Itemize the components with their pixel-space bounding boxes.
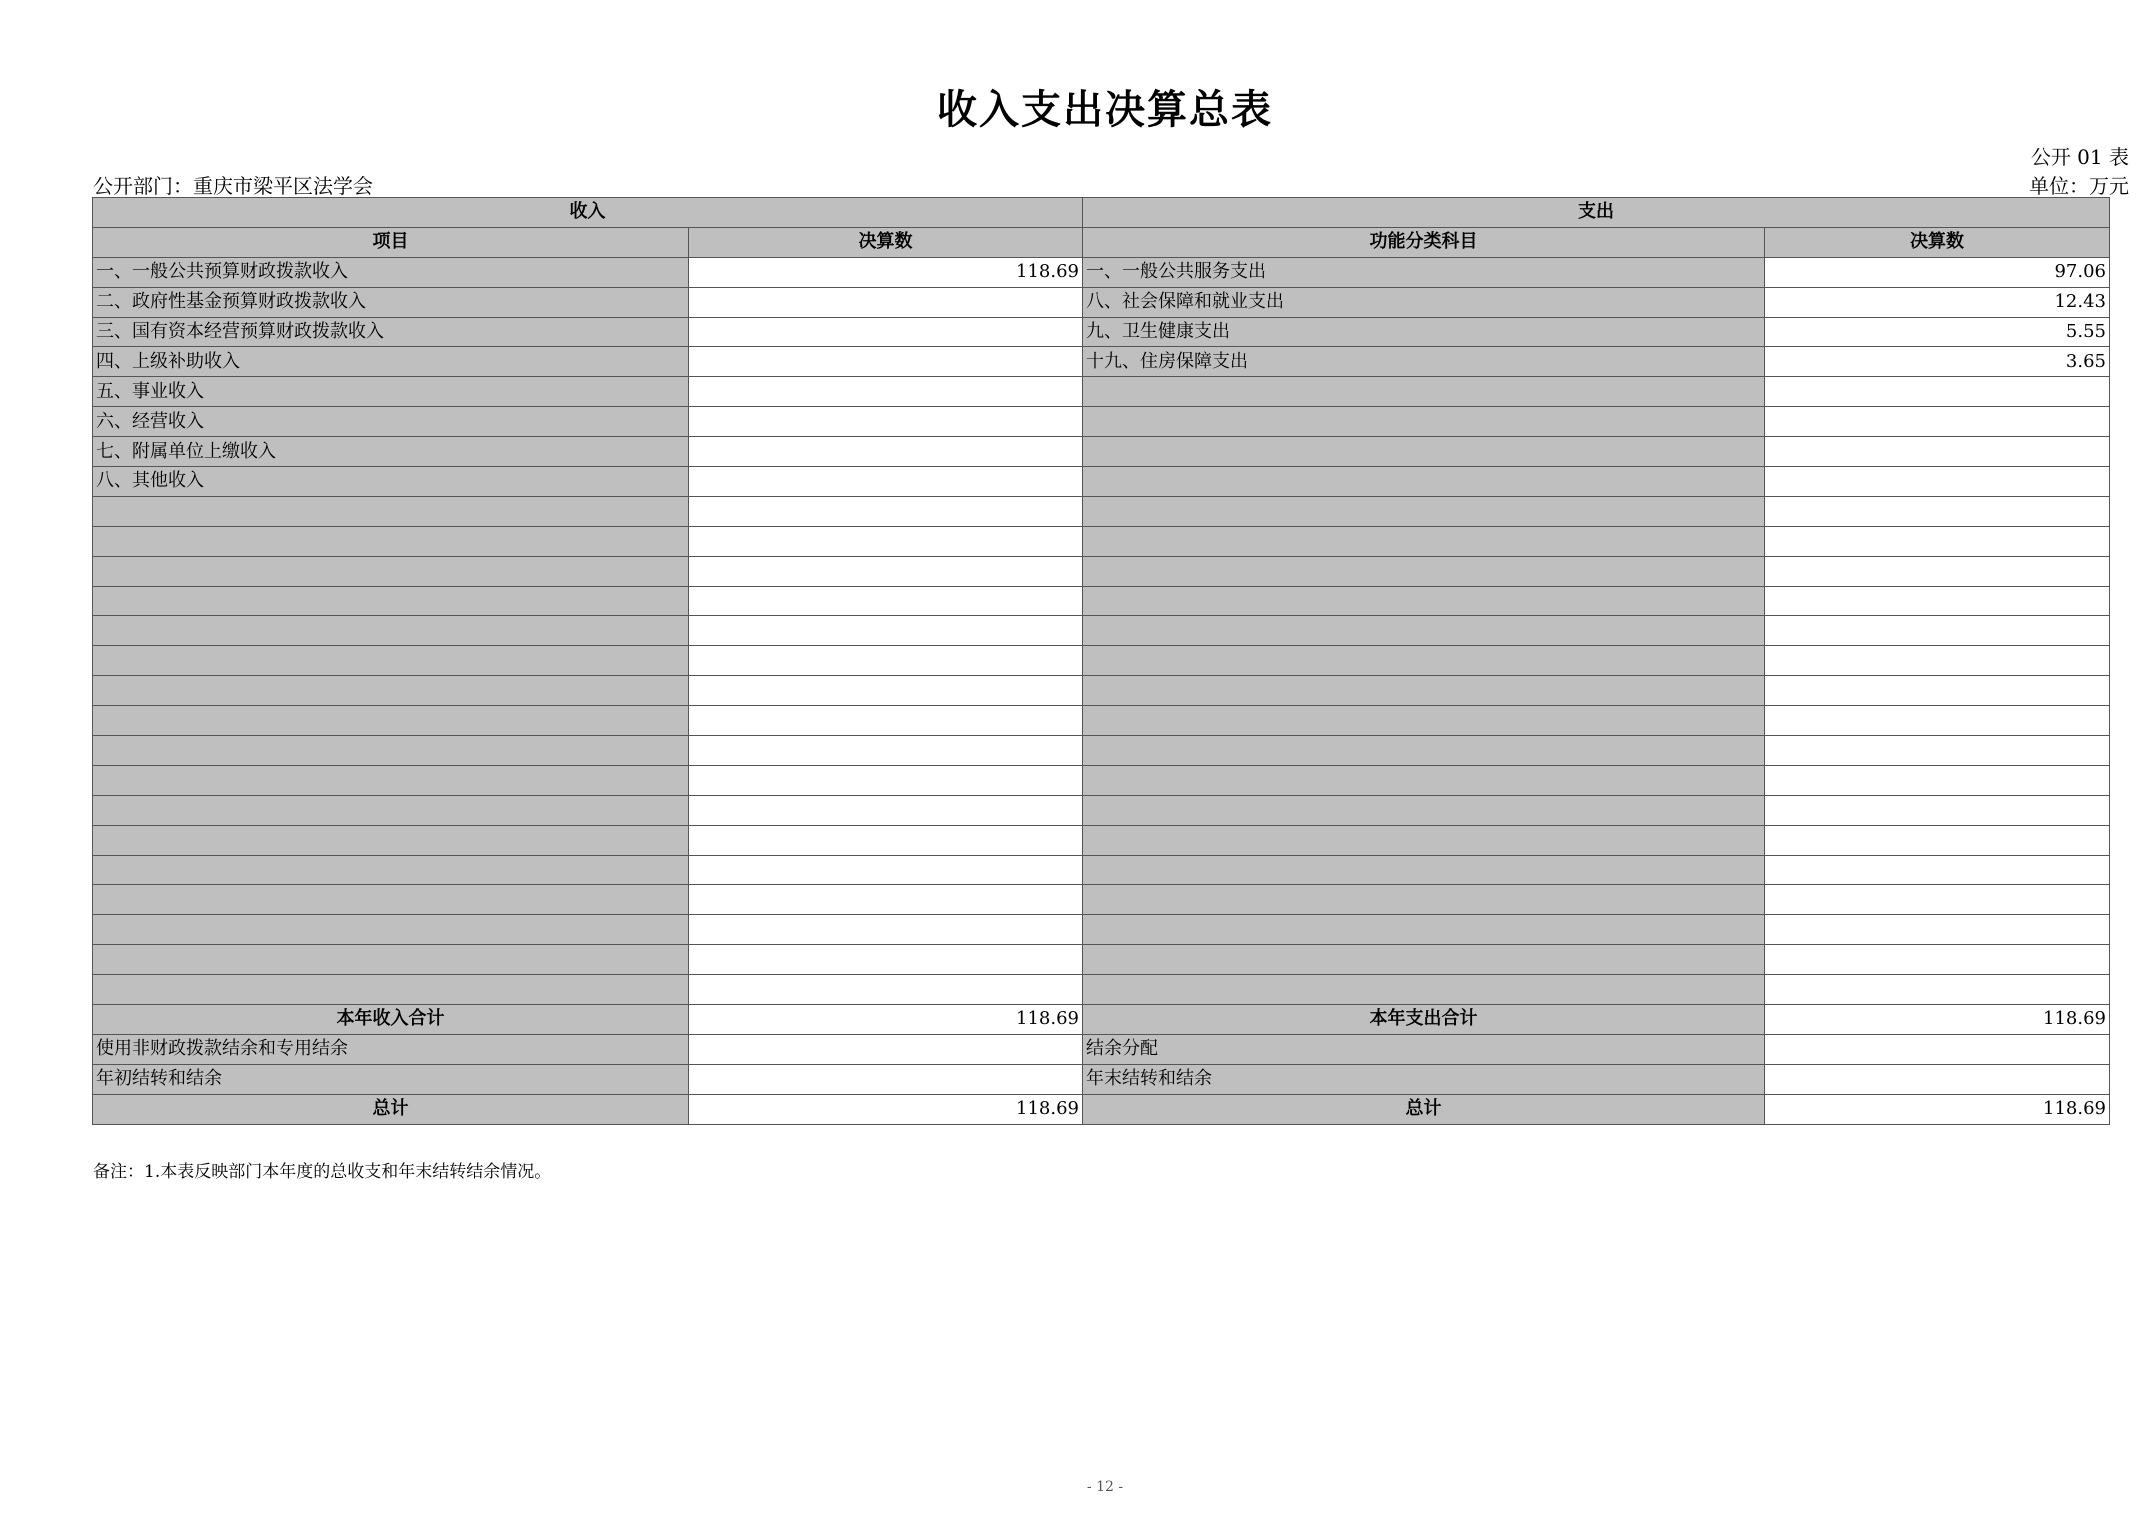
expenditure-item-cell	[1083, 377, 1765, 407]
expenditure-amount-cell	[1765, 825, 2110, 855]
year-income-value: 118.69	[689, 1005, 1083, 1035]
expenditure-item-cell	[1083, 407, 1765, 437]
expenditure-item-cell	[1083, 526, 1765, 556]
expenditure-amount-cell: 97.06	[1765, 257, 2110, 287]
income-amount-cell	[689, 915, 1083, 945]
expenditure-amount-cell	[1765, 676, 2110, 706]
table-row	[93, 437, 2110, 467]
expenditure-amount-cell	[1765, 556, 2110, 586]
expenditure-amount-cell	[1765, 437, 2110, 467]
income-amount-cell	[689, 855, 1083, 885]
income-item-cell	[93, 855, 689, 885]
expenditure-item-cell	[1083, 496, 1765, 526]
expenditure-item-cell	[1083, 556, 1765, 586]
income-amount-cell	[689, 496, 1083, 526]
expenditure-amount-cell	[1765, 945, 2110, 975]
expenditure-item-cell	[1083, 616, 1765, 646]
expenditure-item-cell	[1083, 945, 1765, 975]
begin-balance-label: 年初结转和结余	[93, 1064, 689, 1094]
income-amount-cell	[689, 825, 1083, 855]
income-amount-cell	[689, 706, 1083, 736]
table-row	[93, 975, 2110, 1005]
expenditure-amount-cell	[1765, 915, 2110, 945]
income-amount-cell	[689, 586, 1083, 616]
header-row-section	[93, 198, 2110, 228]
table-row	[93, 646, 2110, 676]
table-row	[93, 586, 2110, 616]
income-expenditure-table	[92, 197, 2110, 1125]
nonfiscal-row	[93, 1034, 2110, 1064]
income-item-cell	[93, 616, 689, 646]
income-item-cell	[93, 646, 689, 676]
grand-expenditure-label: 总计	[1083, 1094, 1765, 1124]
table-row	[93, 317, 2110, 347]
table-row	[93, 855, 2110, 885]
grand-total-row	[93, 1094, 2110, 1124]
table-row	[93, 706, 2110, 736]
income-amount-cell: 118.69	[689, 257, 1083, 287]
expenditure-item-cell	[1083, 855, 1765, 885]
header-row-columns	[93, 227, 2110, 257]
expenditure-amount-cell: 5.55	[1765, 317, 2110, 347]
table-row	[93, 287, 2110, 317]
income-amount-cell	[689, 795, 1083, 825]
income-item-cell	[93, 676, 689, 706]
income-amount-cell	[689, 467, 1083, 497]
expenditure-amount-cell: 12.43	[1765, 287, 2110, 317]
nonfiscal-value	[689, 1034, 1083, 1064]
expenditure-item-cell	[1083, 795, 1765, 825]
unit-label: 单位：万元	[2029, 174, 2129, 198]
grand-income-value: 118.69	[689, 1094, 1083, 1124]
expenditure-item-cell: 十九、住房保障支出	[1083, 347, 1765, 377]
income-amount-cell	[689, 736, 1083, 766]
expenditure-item-cell: 九、卫生健康支出	[1083, 317, 1765, 347]
expenditure-item-cell	[1083, 706, 1765, 736]
year-expenditure-value: 118.69	[1765, 1005, 2110, 1035]
end-balance-value	[1765, 1064, 2110, 1094]
page-number: - 12 -	[1086, 1479, 1124, 1495]
header-income-amount: 决算数	[689, 227, 1083, 257]
income-item-cell	[93, 526, 689, 556]
table-row	[93, 407, 2110, 437]
income-amount-cell	[689, 556, 1083, 586]
expenditure-item-cell	[1083, 975, 1765, 1005]
department-label: 公开部门：重庆市梁平区法学会	[93, 174, 373, 198]
income-item-cell: 二、政府性基金预算财政拨款收入	[93, 287, 689, 317]
income-item-cell: 四、上级补助收入	[93, 347, 689, 377]
table-row	[93, 526, 2110, 556]
expenditure-amount-cell	[1765, 736, 2110, 766]
income-item-cell	[93, 496, 689, 526]
income-item-cell: 七、附属单位上缴收入	[93, 437, 689, 467]
expenditure-item-cell	[1083, 467, 1765, 497]
income-amount-cell	[689, 526, 1083, 556]
income-item-cell	[93, 765, 689, 795]
table-row	[93, 915, 2110, 945]
expenditure-amount-cell	[1765, 975, 2110, 1005]
income-item-cell: 三、国有资本经营预算财政拨款收入	[93, 317, 689, 347]
header-category: 功能分类科目	[1083, 227, 1765, 257]
income-item-cell	[93, 586, 689, 616]
income-amount-cell	[689, 377, 1083, 407]
table-row	[93, 945, 2110, 975]
nonfiscal-label: 使用非财政拨款结余和专用结余	[93, 1034, 689, 1064]
income-amount-cell	[689, 765, 1083, 795]
page-title: 收入支出决算总表	[937, 87, 1273, 133]
expenditure-amount-cell	[1765, 526, 2110, 556]
income-item-cell	[93, 885, 689, 915]
header-expenditure-amount: 决算数	[1765, 227, 2110, 257]
expenditure-item-cell	[1083, 736, 1765, 766]
income-amount-cell	[689, 885, 1083, 915]
year-income-label: 本年收入合计	[93, 1005, 689, 1035]
header-expenditure: 支出	[1083, 198, 2110, 228]
expenditure-amount-cell	[1765, 377, 2110, 407]
year-expenditure-label: 本年支出合计	[1083, 1005, 1765, 1035]
expenditure-item-cell	[1083, 915, 1765, 945]
expenditure-item-cell: 一、一般公共服务支出	[1083, 257, 1765, 287]
header-income: 收入	[93, 198, 1083, 228]
table-row	[93, 736, 2110, 766]
carryover-row	[93, 1064, 2110, 1094]
header-item: 项目	[93, 227, 689, 257]
table-row	[93, 676, 2110, 706]
table-row	[93, 467, 2110, 497]
income-amount-cell	[689, 347, 1083, 377]
grand-expenditure-value: 118.69	[1765, 1094, 2110, 1124]
expenditure-amount-cell	[1765, 407, 2110, 437]
expenditure-amount-cell	[1765, 855, 2110, 885]
income-amount-cell	[689, 945, 1083, 975]
expenditure-amount-cell	[1765, 795, 2110, 825]
begin-balance-value	[689, 1064, 1083, 1094]
table-row	[93, 257, 2110, 287]
expenditure-item-cell	[1083, 676, 1765, 706]
income-amount-cell	[689, 646, 1083, 676]
table-row	[93, 616, 2110, 646]
table-row	[93, 377, 2110, 407]
income-amount-cell	[689, 616, 1083, 646]
form-number: 公开 01 表	[2030, 145, 2129, 169]
income-item-cell	[93, 825, 689, 855]
income-item-cell: 六、经营收入	[93, 407, 689, 437]
income-amount-cell	[689, 676, 1083, 706]
income-item-cell	[93, 706, 689, 736]
table-row	[93, 825, 2110, 855]
expenditure-item-cell	[1083, 765, 1765, 795]
income-item-cell	[93, 556, 689, 586]
income-amount-cell	[689, 287, 1083, 317]
expenditure-amount-cell	[1765, 885, 2110, 915]
income-item-cell	[93, 795, 689, 825]
expenditure-item-cell	[1083, 586, 1765, 616]
income-amount-cell	[689, 407, 1083, 437]
expenditure-item-cell	[1083, 646, 1765, 676]
expenditure-amount-cell	[1765, 467, 2110, 497]
expenditure-item-cell: 八、社会保障和就业支出	[1083, 287, 1765, 317]
income-amount-cell	[689, 317, 1083, 347]
income-amount-cell	[689, 975, 1083, 1005]
table-row	[93, 347, 2110, 377]
income-item-cell	[93, 915, 689, 945]
income-item-cell	[93, 736, 689, 766]
table-row	[93, 765, 2110, 795]
table-row	[93, 496, 2110, 526]
expenditure-item-cell	[1083, 885, 1765, 915]
expenditure-amount-cell	[1765, 646, 2110, 676]
distribution-value	[1765, 1034, 2110, 1064]
table-body	[93, 257, 2110, 1004]
income-item-cell: 五、事业收入	[93, 377, 689, 407]
income-item-cell	[93, 975, 689, 1005]
grand-income-label: 总计	[93, 1094, 689, 1124]
income-item-cell: 一、一般公共预算财政拨款收入	[93, 257, 689, 287]
income-amount-cell	[689, 437, 1083, 467]
footnote: 备注：1.本表反映部门本年度的总收支和年末结转结余情况。	[93, 1162, 552, 1182]
expenditure-item-cell	[1083, 825, 1765, 855]
expenditure-amount-cell: 3.65	[1765, 347, 2110, 377]
table-row	[93, 795, 2110, 825]
income-item-cell: 八、其他收入	[93, 467, 689, 497]
expenditure-amount-cell	[1765, 586, 2110, 616]
year-total-row	[93, 1005, 2110, 1035]
end-balance-label: 年末结转和结余	[1083, 1064, 1765, 1094]
expenditure-amount-cell	[1765, 765, 2110, 795]
distribution-label: 结余分配	[1083, 1034, 1765, 1064]
expenditure-amount-cell	[1765, 706, 2110, 736]
expenditure-amount-cell	[1765, 496, 2110, 526]
income-item-cell	[93, 945, 689, 975]
expenditure-amount-cell	[1765, 616, 2110, 646]
table-row	[93, 556, 2110, 586]
table-row	[93, 885, 2110, 915]
expenditure-item-cell	[1083, 437, 1765, 467]
